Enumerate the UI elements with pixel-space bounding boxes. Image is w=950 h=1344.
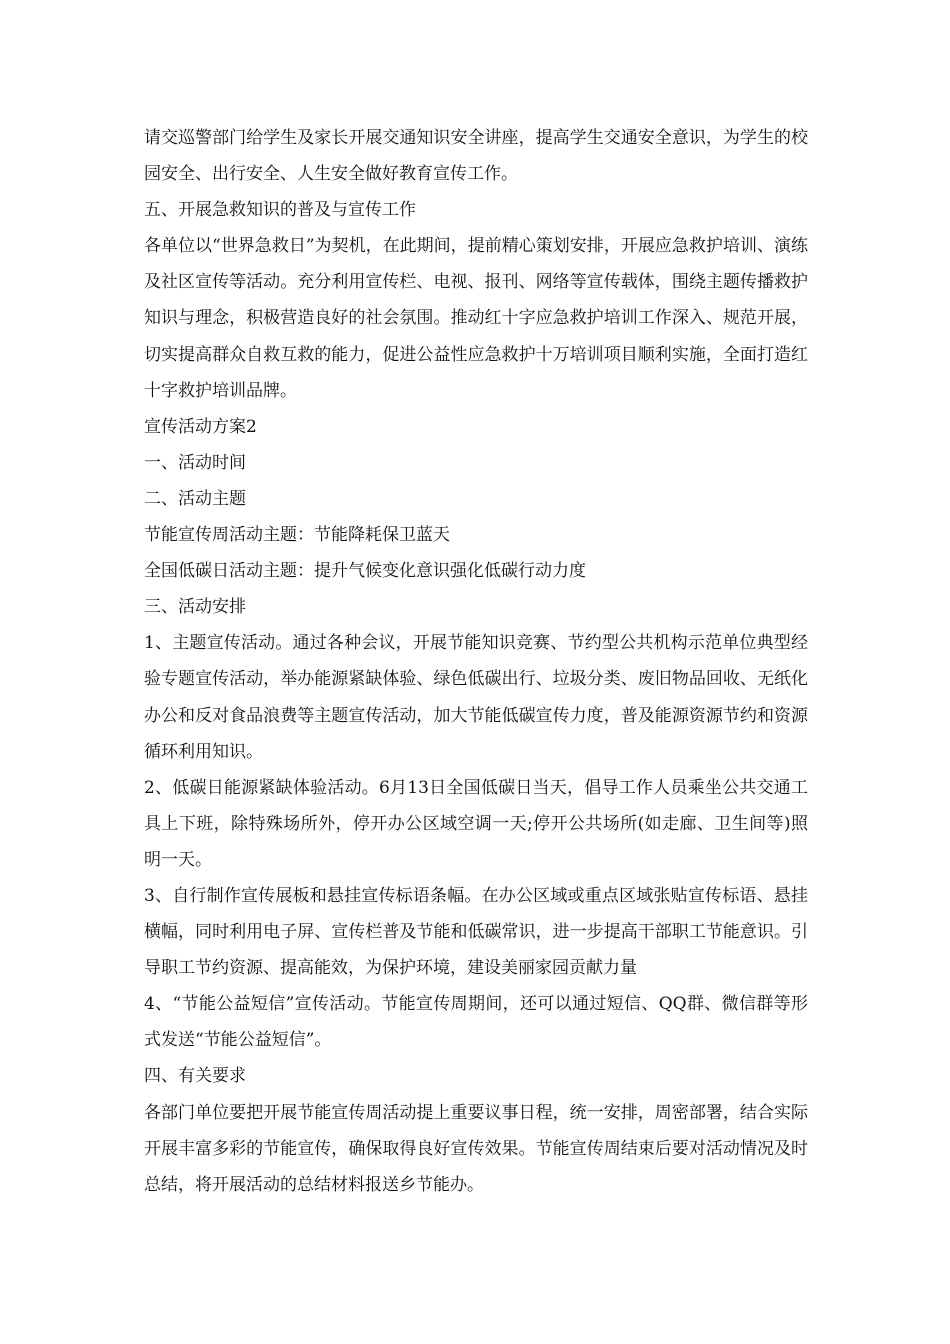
paragraph-arrangement-2: 2、低碳日能源紧缺体验活动。6月13日全国低碳日当天，倡导工作人员乘坐公共交通工具上下班，除特殊场所外，停开办公区域空调一天;停开公共场所(如走廊、卫生间等)照明一天。 <box>144 777 808 870</box>
heading-activity-arrangement: 三、活动安排 <box>144 597 246 618</box>
paragraph-energy-week-theme: 节能宣传周活动主题：节能降耗保卫蓝天 <box>144 525 450 546</box>
paragraph-first-aid: 各单位以“世界急救日”为契机，在此期间，提前精心策划安排，开展应急救护培训、演练及社区宣传等活动。充分利用宣传栏、电视、报刊、网络等宣传载体，围绕主题传播救护知识与理念，积极营造良好的社会氛围。推动红十字应急救护培训工作深入、规范开展，切实提高群众自救互救的能力，促进公益性应急救护十万培训项目顺利实施，全面打造红十字救护培训品牌。 <box>144 236 808 401</box>
heading-requirements: 四、有关要求 <box>144 1066 246 1087</box>
document-body <box>144 120 808 1203</box>
heading-first-aid: 五、开展急救知识的普及与宣传工作 <box>144 200 416 221</box>
heading-plan-2: 宣传活动方案2 <box>144 416 257 437</box>
paragraph-low-carbon-day-theme: 全国低碳日活动主题：提升气候变化意识强化低碳行动力度 <box>144 561 586 582</box>
paragraph-safety-lecture: 请交巡警部门给学生及家长开展交通知识安全讲座，提高学生交通安全意识，为学生的校园安全、出行安全、人生安全做好教育宣传工作。 <box>144 128 808 185</box>
paragraph-arrangement-1: 1、主题宣传活动。通过各种会议，开展节能知识竞赛、节约型公共机构示范单位典型经验专题宣传活动，举办能源紧缺体验、绿色低碳出行、垃圾分类、废旧物品回收、无纸化办公和反对食品浪费等主题宣传活动，加大节能低碳宣传力度，普及能源资源节约和资源循环利用知识。 <box>144 633 808 762</box>
paragraph-arrangement-4: 4、“节能公益短信”宣传活动。节能宣传周期间，还可以通过短信、QQ群、微信群等形式发送“节能公益短信”。 <box>144 994 808 1051</box>
heading-activity-theme: 二、活动主题 <box>144 488 246 509</box>
paragraph-requirements: 各部门单位要把开展节能宣传周活动提上重要议事日程，统一安排，周密部署，结合实际开展丰富多彩的节能宣传，确保取得良好宣传效果。节能宣传周结束后要对活动情况及时总结，将开展活动的总结材料报送乡节能办。 <box>144 1102 808 1195</box>
heading-activity-time: 一、活动时间 <box>144 452 246 473</box>
paragraph-arrangement-3: 3、自行制作宣传展板和悬挂宣传标语条幅。在办公区域或重点区域张贴宣传标语、悬挂横幅，同时利用电子屏、宣传栏普及节能和低碳常识，进一步提高干部职工节能意识。引导职工节约资源、提高能效，为保护环境，建设美丽家园贡献力量 <box>144 885 808 979</box>
